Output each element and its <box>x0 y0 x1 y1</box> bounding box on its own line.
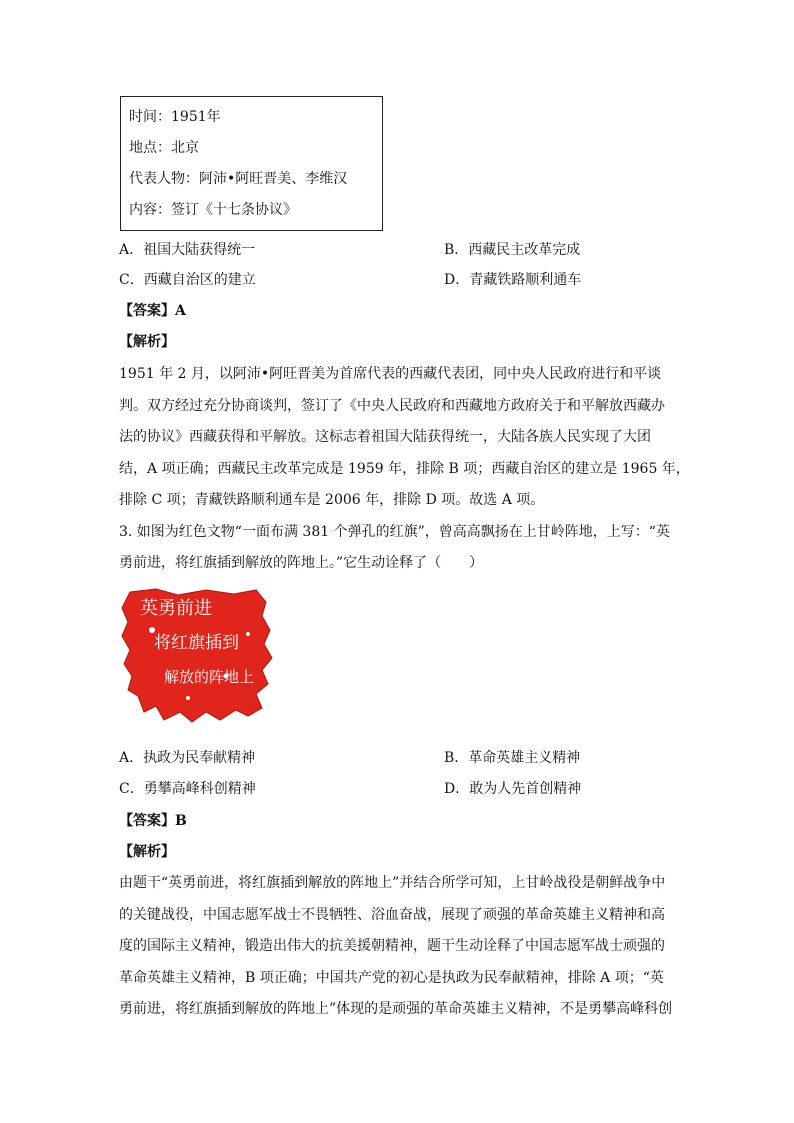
red-flag-image <box>116 586 276 726</box>
q3-option-b: B．革命英雄主义精神 <box>444 750 581 766</box>
flag-text-line-2: 将红旗插到 <box>154 633 239 653</box>
q2-analysis-line: 1951 年 2 月，以阿沛•阿旺晋美为首席代表的西藏代表团，同中央人民政府进行和平谈 <box>119 366 662 382</box>
q3-option-c: C．勇攀高峰科创精神 <box>119 781 256 797</box>
q3-answer: 【答案】B <box>119 813 187 829</box>
q3-analysis-line: 由题干“英勇前进，将红旗插到解放的阵地上”并结合所学可知，上甘岭战役是朝鲜战争中 <box>119 875 666 891</box>
info-time: 时间：1951年 <box>129 109 221 125</box>
info-content: 内容：签订《十七条协议》 <box>129 202 297 218</box>
q3-stem-line: 勇前进，将红旗插到解放的阵地上。”它生动诠释了（ ） <box>119 555 484 571</box>
q2-analysis-line: 结，A 项正确；西藏民主改革完成是 1959 年，排除 B 项；西藏自治区的建立是 1965 年， <box>119 461 690 477</box>
q2-option-d: D．青藏铁路顺利通车 <box>444 272 582 288</box>
q3-option-d: D．敢为人先首创精神 <box>444 781 582 797</box>
flag-text-line-3: 解放的阵地上 <box>164 668 255 686</box>
q2-analysis-line: 法的协议》西藏获得和平解放。这标志着祖国大陆获得统一，大陆各族人民实现了大团 <box>119 429 651 445</box>
q3-analysis-label: 【解析】 <box>119 844 175 860</box>
bullet-hole <box>246 632 250 636</box>
q3-analysis-line: 的关键战役，中国志愿军战士不畏牺牲、浴血奋战，展现了顽强的革命英雄主义精神和高 <box>119 907 665 923</box>
q3-option-a: A．执政为民奉献精神 <box>119 750 256 766</box>
info-people: 代表人物：阿沛•阿旺晋美、李维汉 <box>129 171 348 187</box>
bullet-hole <box>186 696 190 700</box>
q3-analysis-line: 革命英雄主义精神，B 项正确；中国共产党的初心是执政为民奉献精神，排除 A 项；“英 <box>119 970 664 986</box>
info-box <box>120 96 383 231</box>
q2-option-c: C．西藏自治区的建立 <box>119 272 256 288</box>
q3-analysis-line: 度的国际主义精神，锻造出伟大的抗美援朝精神，题干生动诠释了中国志愿军战士顽强的 <box>119 938 665 954</box>
q3-stem-line: 3. 如图为红色文物“一面布满 381 个弹孔的红旗”，曾高高飘扬在上甘岭阵地，上写：“英 <box>119 524 670 540</box>
q2-analysis-label: 【解析】 <box>119 334 175 350</box>
q2-analysis-line: 排除 C 项；青藏铁路顺利通车是 2006 年，排除 D 项。故选 A 项。 <box>119 492 545 508</box>
q2-option-b: B．西藏民主改革完成 <box>444 242 581 258</box>
q2-answer: 【答案】A <box>119 303 186 319</box>
q2-option-a: A．祖国大陆获得统一 <box>119 242 256 258</box>
q2-analysis-line: 判。双方经过充分协商谈判，签订了《中央人民政府和西藏地方政府关于和平解放西藏办 <box>119 398 665 414</box>
flag-text-line-1: 英勇前进 <box>140 598 212 619</box>
q3-analysis-line: 勇前进，将红旗插到解放的阵地上”体现的是顽强的革命英雄主义精神，不是勇攀高峰科创 <box>119 1001 673 1017</box>
info-place: 地点：北京 <box>129 140 199 156</box>
